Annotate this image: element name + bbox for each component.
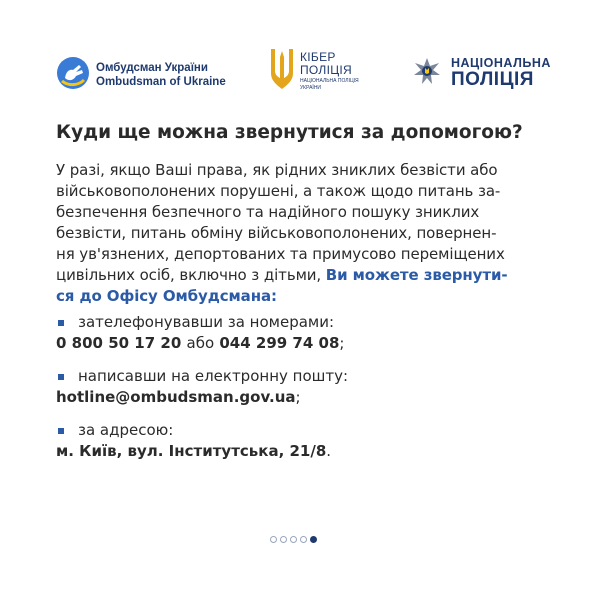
cyber-subtitle-2: УКРАЇНИ [300,85,322,91]
paragraph-line: У разі, якщо Ваші права, як рідних зниклих безвісти або [56,161,498,179]
police-title-top: НАЦІОНАЛЬНА [451,56,551,70]
pagination-dot-2[interactable] [280,536,287,543]
ombudsman-logo [56,50,226,100]
bullet-icon [58,320,64,326]
cyber-subtitle-1: НАЦІОНАЛЬНА ПОЛІЦІЯ [300,78,359,84]
email-label: написавши на електронну пошту: [78,367,349,385]
cyber-title-bottom: ПОЛІЦІЯ [300,63,353,77]
bullet-icon [58,428,64,434]
pagination-dots [270,536,317,543]
ombudsman-hand-icon [56,56,90,94]
police-title-bottom: ПОЛІЦІЯ [451,69,534,90]
phone-number-2[interactable]: 044 299 74 08 [219,334,340,352]
paragraph-line: військовополонених порушені, а також щодо питань за- [56,182,501,200]
paragraph-line [56,286,548,307]
paragraph-text: цивільних осіб, включно з дітьми, [56,266,322,284]
paragraph-line: безвісти, питань обміну військовополонених, повернен- [56,224,497,242]
ombudsman-name-en: Ombudsman of Ukraine [96,76,226,88]
intro-paragraph [56,160,548,307]
pagination-dot-5[interactable] [310,536,317,543]
phone-label: зателефонувавши за номерами: [78,313,335,331]
email-address[interactable]: hotline@ombudsman.gov.ua [56,388,296,406]
punctuation: . [326,442,332,460]
address-label: за адресою: [78,421,174,439]
contact-address [56,420,536,462]
punctuation: ; [339,334,345,352]
paragraph-line [56,265,548,286]
logos-header [56,46,551,96]
paragraph-line: ня ув'язнених, депортованих та примусово переміщених [56,245,505,263]
bullet-icon [58,374,64,380]
address-value: м. Київ, вул. Інститутська, 21/8 [56,442,327,460]
contact-email [56,366,536,408]
phone-connector: або [186,334,215,352]
cyberpolice-logo [269,46,359,96]
national-police-logo [413,48,551,98]
pagination-dot-1[interactable] [270,536,277,543]
police-star-icon [413,57,441,89]
paragraph-highlight: Ви можете звернути- [325,266,508,284]
page-title: Куди ще можна звернутися за допомогою? [56,122,523,143]
contact-phone [56,312,536,354]
phone-number-1[interactable]: 0 800 50 17 20 [56,334,182,352]
trident-icon [269,47,295,95]
pagination-dot-4[interactable] [300,536,307,543]
paragraph-highlight: ся до Офісу Омбудсмана: [56,287,277,305]
punctuation: ; [295,388,301,406]
paragraph-line: безпечення безпечного та надійного пошуку зниклих [56,203,480,221]
pagination-dot-3[interactable] [290,536,297,543]
ombudsman-name-ua: Омбудсман України [96,62,208,74]
cyber-title-top: КІБЕР [300,50,336,64]
